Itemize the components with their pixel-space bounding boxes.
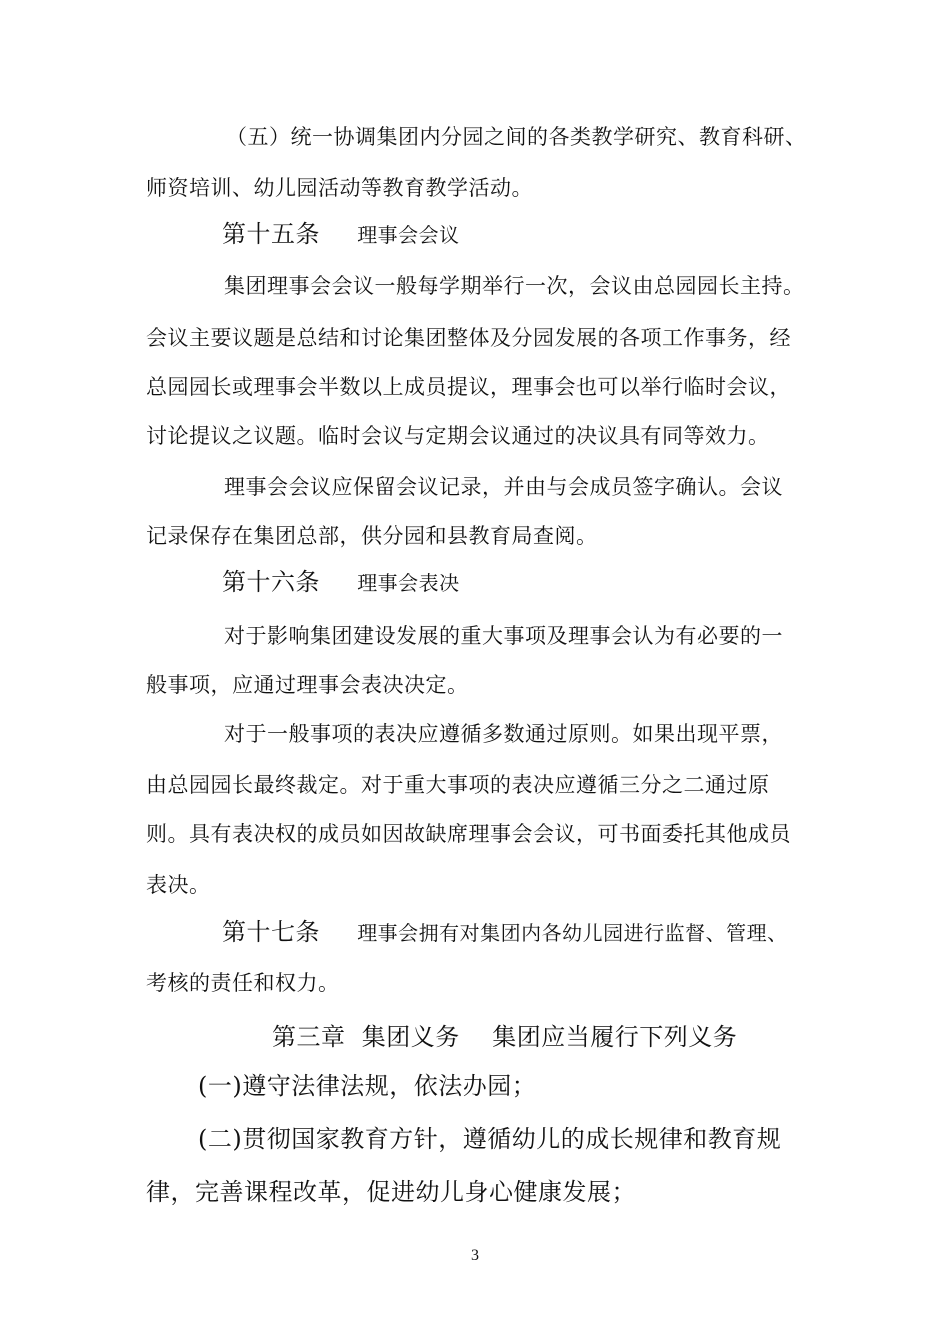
article-15-heading xyxy=(222,220,460,249)
voting-paragraph-line-1: 对于影响集团建设发展的重大事项及理事会认为有必要的一 xyxy=(224,624,783,648)
majority-paragraph-line-2: 由总园园长最终裁定。对于重大事项的表决应遵循三分之二通过原 xyxy=(146,773,770,797)
meeting-paragraph-line-2: 会议主要议题是总结和讨论集团整体及分园发展的各项工作事务，经 xyxy=(146,326,791,350)
meeting-paragraph-line-3: 总园园长或理事会半数以上成员提议，理事会也可以举行临时会议， xyxy=(146,375,791,399)
duty-item-1: (一)遵守法律法规，依法办园； xyxy=(198,1072,537,1100)
article-16-heading xyxy=(222,568,460,597)
article-15-title: 理事会会议 xyxy=(357,223,460,247)
majority-paragraph-line-4: 表决。 xyxy=(146,873,211,897)
records-paragraph-line-1: 理事会会议应保留会议记录，并由与会成员签字确认。会议 xyxy=(224,475,783,499)
article-17-text: 理事会拥有对集团内各幼儿园进行监督、管理、 xyxy=(357,921,788,945)
article-17-line-2: 考核的责任和权力。 xyxy=(146,971,340,995)
records-paragraph-line-2: 记录保存在集团总部，供分园和县教育局查阅。 xyxy=(146,524,598,548)
duty-item-2-line-2: 律，完善课程改革，促进幼儿身心健康发展； xyxy=(146,1178,636,1206)
chapter-3-heading: 第三章 集团义务 集团应当履行下列义务 xyxy=(272,1023,738,1051)
article-16-number: 第十六条 xyxy=(222,568,320,596)
meeting-paragraph-line-1: 集团理事会会议一般每学期举行一次，会议由总园园长主持。 xyxy=(224,274,805,298)
paragraph-5-line-2: 师资培训、幼儿园活动等教育教学活动。 xyxy=(146,176,533,200)
article-15-number: 第十五条 xyxy=(222,220,320,248)
majority-paragraph-line-3: 则。具有表决权的成员如因故缺席理事会会议，可书面委托其他成员 xyxy=(146,822,791,846)
voting-paragraph-line-2: 般事项，应通过理事会表决决定。 xyxy=(146,673,469,697)
duty-item-2-line-1: (二)贯彻国家教育方针，遵循幼儿的成长规律和教育规 xyxy=(198,1125,782,1153)
paragraph-5-line-1: （五）统一协调集团内分园之间的各类教学研究、教育科研、 xyxy=(226,125,807,149)
article-16-title: 理事会表决 xyxy=(357,571,460,595)
article-17-heading xyxy=(222,918,788,947)
page-number: 3 xyxy=(471,1247,479,1264)
article-17-number: 第十七条 xyxy=(222,918,320,946)
majority-paragraph-line-1: 对于一般事项的表决应遵循多数通过原则。如果出现平票， xyxy=(224,722,783,746)
meeting-paragraph-line-4: 讨论提议之议题。临时会议与定期会议通过的决议具有同等效力。 xyxy=(146,424,770,448)
